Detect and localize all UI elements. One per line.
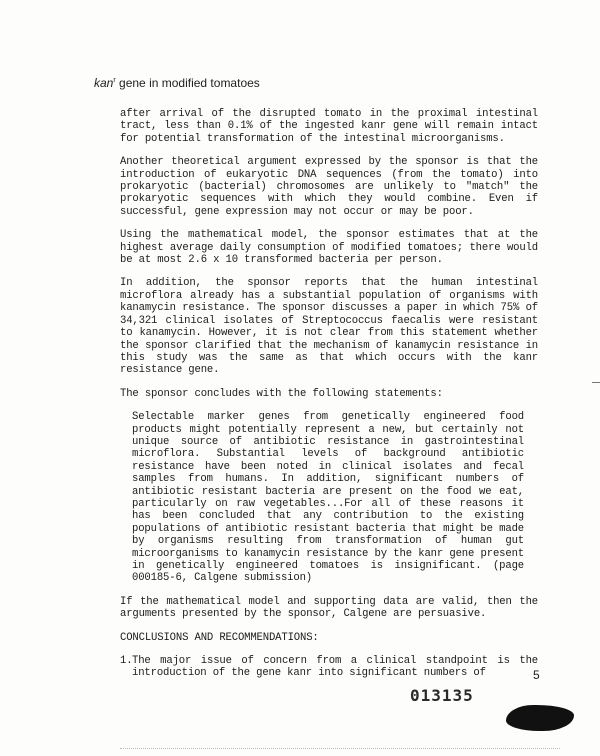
block-quote: Selectable marker genes from genetically engineered food products might potentially represent a new, but certainly not unique source of antibiotic resistance in gastrointestinal microflora. Substantial levels of background antibiotic resistance have been noted in clinical isolates and fecal samples from humans. In addition, significant numbers of antibiotic resistant bacteria are present on the food we eat, particularly on raw vegetables...For all of these reasons it has been concluded that any contribution to the existing populations of antibiotic resistant bacteria that might be made by organisms resulting from transformation of human gut microorganisms to kanamycin resistance by the kanr gene present in genetically engineered tomatoes is insignificant. (page 000185-6, Calgene submission) [132, 411, 524, 585]
closing-paragraph: If the mathematical model and supporting data are valid, then the arguments presented by the sponsor, Calgene are persuasive. [120, 595, 538, 621]
section-heading: CONCLUSIONS AND RECOMMENDATIONS: [120, 631, 319, 644]
paragraph: Another theoretical argument expressed by the sponsor is that the introduction of eukaryotic DNA sequences (from the tomato) into prokaryotic (bacterial) chromosomes are unlikely to "match" the prokaryotic sequences with which they would combine. Even if successful, gene expression may not occur or may be poor. [120, 156, 538, 218]
paragraph: Using the mathematical model, the sponsor estimates that at the highest average daily consumption of modified tomatoes; there would be at most 2.6 x 10 transformed bacteria per person. [120, 229, 538, 267]
paragraph: The sponsor concludes with the following statements: [120, 387, 443, 400]
scan-artifacts [120, 748, 560, 750]
paragraph: In addition, the sponsor reports that the human intestinal microflora already has a substantial population of organisms with kanamycin resistance. The sponsor discusses a paper in which 75% of 34,321 clinical isolates of Streptococcus faecalis were resistant to kanamycin. However, it is not clear from this statement whether the sponsor clarified that the mechanism of kanamycin resistance in this study was the same as that which occurs with the kanr resistance gene. [120, 277, 538, 377]
page-number: 5 [533, 668, 540, 682]
paragraph: after arrival of the disrupted tomato in the proximal intestinal tract, less than 0.1% of the ingested kanr gene will remain intact for potential transformation of the intestinal microorganisms. [120, 108, 538, 145]
item-number: 1. [120, 655, 133, 668]
item-text: The major issue of concern from a clinical standpoint is the introduction of the gene kanr into significant numbers of [132, 655, 538, 680]
running-header: kan$^r$ gene in modified tomatoes [94, 76, 260, 90]
redaction-mark [506, 705, 574, 731]
margin-mark [592, 382, 600, 383]
bates-stamp: 013135 [410, 686, 474, 705]
document-body [120, 108, 538, 680]
numbered-item [120, 655, 538, 680]
